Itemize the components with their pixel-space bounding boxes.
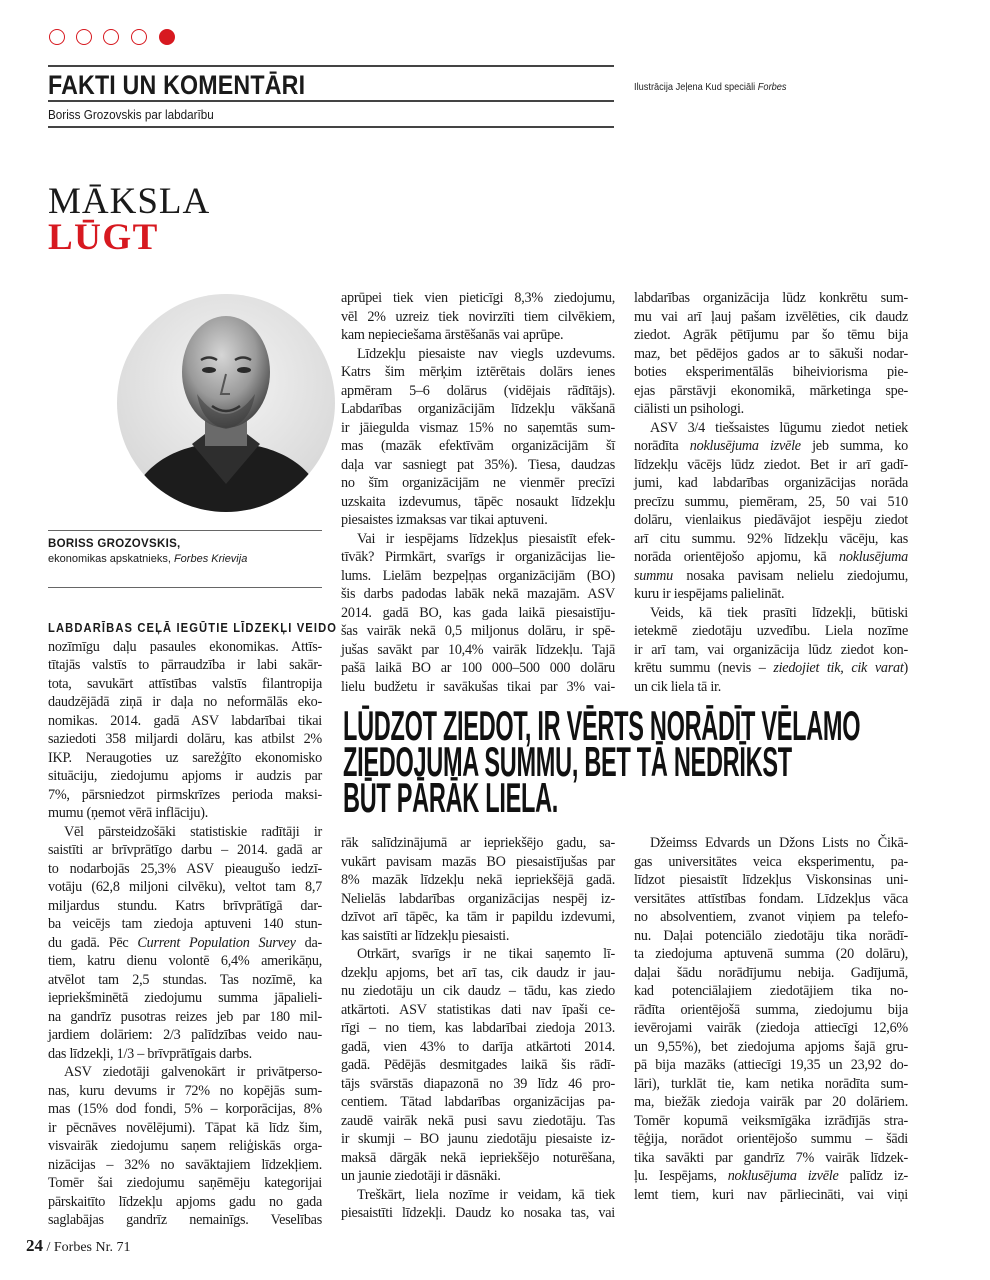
text-line: ma, biežāk ziedoja vairāk par 20 dolāriem. <box>634 1094 908 1110</box>
italic-phrase: noklusējuma <box>839 549 908 565</box>
text-line: norāda orientējošo apjomu, kā noklusējuma <box>634 549 908 565</box>
text-line: dzīvot arī tāpēc, ka tām ir papildu izdevumi, <box>341 909 615 925</box>
text-line: piesaistīti līdzekļi. Daudz ko nosaka tas, vai <box>341 1205 615 1221</box>
text-line: ziedot. Agrāk pētījumu par šo tēmu bija <box>634 327 908 343</box>
text-line: rīgi – no tiem, kas labdarībai ziedoja 2013. <box>341 1020 615 1036</box>
text-line: saziedoti 358 miljardi dolāru, kas atbilst 2% <box>48 731 322 747</box>
text-line: centiem. Tātad labdarības organizācijas pa- <box>341 1094 615 1110</box>
text-line: jušas savākt par 10,4% vairāk līdzekļu. Tajā <box>341 641 615 658</box>
text-line: nomikas. 2014. gadā ASV labdarībai tikai <box>48 712 322 729</box>
page-footer <box>26 1236 131 1256</box>
text-line: kas saistīti ar līdzekļu piesaisti. <box>341 927 510 944</box>
text-line: nozīmīgu daļu pasaules ekonomikas. Attīs- <box>48 638 322 655</box>
text-line: vēl 2% uzreiz tiek novirzīti tiem cilvēkiem, <box>341 308 615 325</box>
text-line: Tomēr šai ziedojumu saņēmēju kategorijai <box>48 1175 322 1191</box>
text-line: iepriekšminētā ziedojumu summa jāpalieli- <box>48 990 322 1006</box>
text-line: no absolventiem, zvanot viņiem pa telefo- <box>634 909 908 925</box>
text-line: vukārt pavisam mazās BO piesaistījušas par <box>341 853 615 870</box>
text-line: tītajās valstīs to pārraudzība ir labi sakār- <box>48 657 322 673</box>
text-line: kam nepieciešama ārstēšanās vai aprūpe. <box>341 327 564 343</box>
text-line: tika savākti par gandrīz 7% vairāk līdzek- <box>634 1149 908 1166</box>
text-line: daļa var sasniegt pat 35%). Tiesa, daudzas <box>341 456 615 473</box>
lead-in: LABDARĪBAS CEĻĀ IEGŪTIE LĪDZEKĻI VEIDO <box>48 620 338 635</box>
text-line: rādīta orientējošā summa, ziedojumu bija <box>634 1001 908 1018</box>
text-line: versitātes attīstības fondam. Līdzekļus vāca <box>634 890 908 907</box>
text-line: situāciju, ziedojumu apjoms ir audzis par <box>48 768 322 784</box>
text-line: piesaistes izmaksas var tikai aptuveni. <box>341 512 548 528</box>
text-line: ASV 3/4 tiešsaistes lūgumu ziedot netiek <box>650 419 908 436</box>
text-line: visvairāk ziedojumu saņem reliģiskās orga- <box>48 1138 322 1154</box>
text-line: nu ziedotāju un cik daudz – tādu, kas ziedo <box>341 983 615 999</box>
text-line: daļai šādu norādījumu nebija. Gadījumā, <box>634 964 908 981</box>
text-line: saglabājas gandrīz nemainīgs. Veselības <box>48 1212 322 1228</box>
italic-phrase: summu <box>634 567 673 584</box>
article-column-left <box>48 619 338 1230</box>
rating-dot-empty <box>131 29 147 45</box>
text-line: atvēlot tam 2,5 stundas. Tas nozīmē, ka <box>48 971 322 988</box>
text-line: Nelielās labdarības organizācijas nespēj iz- <box>341 890 615 907</box>
text-line: lāri), turklāt tie, kam netika norādīta sum- <box>634 1075 908 1092</box>
divider <box>48 100 614 102</box>
text-line: mu vai arī ļauj pašam izvēlēties, cik daudz <box>634 308 908 325</box>
text-line: Labdarības organizācijām līdzekļu vākšanā <box>341 401 615 417</box>
author-role-text: ekonomikas apskatnieks, <box>48 553 174 565</box>
text-line: ir jāiegulda vismaz 15% no saņemtās sum- <box>341 419 615 436</box>
text-line: un jaunie ziedotāji ir dāsnāki. <box>341 1168 501 1184</box>
divider <box>48 530 322 531</box>
text-line: no šīm organizācijām ne vienmēr precīzi <box>341 475 615 491</box>
divider <box>48 587 322 588</box>
pull-quote <box>343 702 861 821</box>
text-line: jardiem dolāriem: 2/3 palīdzības veido nau- <box>48 1027 322 1043</box>
text-line: līdzekļu vācējs lūdz ziedot. Bet ir arī gadī- <box>634 456 908 473</box>
section-title: FAKTI UN KOMENTĀRI <box>48 70 306 100</box>
headline-line-2: LŪGT <box>48 217 159 258</box>
text-line: tiem, katru dienu volontē 6,4% amerikāņu, <box>48 953 322 969</box>
text-line: na gandrīz pusotras reizes jeb par 180 mil- <box>48 1008 322 1025</box>
divider <box>48 126 614 128</box>
text-line: kad potenciālajiem ziedotājiem tika no- <box>634 983 908 999</box>
text-line: ietekmē ziedotāju uzvedību. Liela nozīme <box>634 623 908 639</box>
text-line: tīvāk? Pirmkārt, svarīgs ir organizācijas lie- <box>341 549 615 565</box>
text-line: ļu. Iespējams, noklusējuma izvēle palīdz iz- <box>634 1168 908 1184</box>
article-column-right-bottom <box>634 834 908 1204</box>
text-line: nu. Daļai potenciālo ziedotāju tika norādī- <box>634 927 908 944</box>
divider <box>48 65 614 67</box>
credit-text: Ilustrācija Jeļena Kud speciāli <box>634 81 758 93</box>
text-line: nas, kuru devums ir 72% no kopējās sum- <box>48 1082 322 1099</box>
text-line: saistīti ar brīvprātīgo darbu – 2014. gadā ar <box>48 842 322 858</box>
text-line: zaudē vairāk nekā pusi savu ziedotāju. Tas <box>341 1112 615 1129</box>
author-role <box>48 553 247 565</box>
text-line: līdzot piesaistīt līdzekļus Viskonsinas uni- <box>634 872 908 888</box>
italic-phrase: Current Population Survey <box>137 934 296 951</box>
text-line: gas universitātes veica eksperimentu, pa- <box>634 853 908 870</box>
text-line: ievērojami vairāk (ziedoja attiecīgi 12,6% <box>634 1020 908 1036</box>
text-line: pašā laikā BO ar 100 000–500 000 dolāru <box>341 660 615 676</box>
italic-phrase: ziedojiet tik, cik varat <box>773 660 904 676</box>
text-line: 7%, pārsniedzot pirmskrīzes perioda maksi- <box>48 786 322 803</box>
text-line: Džeimss Edvards un Džons Lists no Čikā- <box>650 835 908 851</box>
pull-quote-line: ZIEDOJUMA SUMMU, BET TĀ NEDRĪKST <box>343 738 792 785</box>
text-line: ejas pārstāvji ekonomikā, mārketinga spe- <box>634 382 908 399</box>
rating-dot-empty <box>103 29 119 45</box>
text-line: summu nosaka pavisam nelielu ziedojumu, <box>634 567 908 584</box>
text-line: atkārtoti. ASV statistikas dati nav īpaši ce- <box>341 1001 615 1018</box>
text-line: ir skumji – BO jaunu ziedotāju piesaiste iz- <box>341 1131 615 1147</box>
text-line: 8% mazāk līdzekļu nekā iepriekšējā gadā. <box>341 872 615 888</box>
text-line: jumi, kad labdarības organizācijas norāda <box>634 475 908 491</box>
text-line: tēģija, norādot orientējošo summu – šādi <box>634 1131 908 1147</box>
text-line: ASV ziedotāji galvenokārt ir privātperso- <box>64 1064 322 1080</box>
text-line: šis darbs padodas labāk nekā mazajām. ASV <box>341 586 615 602</box>
text-line: rāk salīdzinājumā ar iepriekšējo gadu, sa- <box>341 835 615 851</box>
text-line: boties eksperimentālās biheiviorisma pie- <box>634 364 908 380</box>
illustration-credit <box>634 81 787 93</box>
rating-dot-empty <box>49 29 65 45</box>
text-line: lielu budžetu ir savākušas tikai par 3% vai- <box>341 678 615 695</box>
text-line: un 9,55%), bet ziedojuma apjoms šajā gru- <box>634 1038 908 1055</box>
text-line: lums. Lielām bezpeļņas organizācijām (BO) <box>341 567 615 584</box>
text-line: uzskaita izdevumus, tāpēc nosaukt līdzekļu <box>341 493 615 510</box>
text-line: ta ziedojuma aptuvenā summa (20 dolāru), <box>634 946 908 962</box>
italic-phrase: noklusējuma izvēle <box>727 1168 839 1184</box>
text-line: nizācijas – 32% no savāktajiem līdzekļiem. <box>48 1156 322 1173</box>
rating-dot-filled <box>159 29 175 45</box>
credit-brand: Forbes <box>757 81 787 93</box>
text-line: to nodarbojās 25,3% ASV pieaugušo iedzī- <box>48 860 322 877</box>
text-line: Vēl pārsteidzošāki statistiskie radītāji ir <box>64 823 322 840</box>
text-line: Katrs šim mērķim iztērētais dolārs ienes <box>341 364 615 380</box>
text-line: votāju (62,8 miljoni cilvēku), veltot tam 8,7 <box>48 879 322 895</box>
page-number: 24 <box>26 1236 43 1255</box>
text-line: Otrkārt, svarīgs ir ne tikai saņemto lī- <box>357 946 615 962</box>
italic-phrase: noklusējuma izvēle <box>689 438 801 454</box>
rating-dot-empty <box>76 29 92 45</box>
text-line: Veids, kā tiek prasīti līdzekļi, būtiski <box>650 604 908 621</box>
pull-quote-line: BŪT PĀRĀK LIELA. <box>343 774 559 821</box>
text-line: mas (15% dod fondi, 5% – korporācijas, 8% <box>48 1101 322 1117</box>
text-line: du gadā. Pēc Current Population Survey da- <box>48 934 322 951</box>
section-subtitle: Boriss Grozovskis par labdarību <box>48 107 214 122</box>
text-line: arī citu summu. 92% līdzekļu vācēju, kas <box>634 530 908 547</box>
text-line: mas (mazāk efektīvām organizācijām šī <box>341 438 615 454</box>
text-line: gadā, vien 43% to darīja atkārtoti 2014. <box>341 1038 615 1055</box>
text-line: tota, savukārt attīstības valstīs filantropija <box>48 675 322 692</box>
text-line: dolāru, vienlaikus piedāvājot iespēju ziedot <box>634 512 908 528</box>
text-line: gadā. Pēdējās desmitgades laikā šis rādī- <box>341 1057 615 1073</box>
text-line: IKP. Neraugoties uz sarežģīto ekonomisko <box>48 749 322 766</box>
text-line: pā bija mazāks (attiecīgi 19,35 un 23,92 do- <box>634 1057 908 1073</box>
pull-quote-line: LŪDZOT ZIEDOT, IR VĒRTS NORĀDĪT VĒLAMO <box>343 702 861 749</box>
text-line: ir pēcnāves novēlējumi). Tāpat kā līdz šim, <box>48 1119 322 1136</box>
text-line: šas vairāk nekā 0,5 miljonus dolāru, ir spē- <box>341 623 615 639</box>
text-line: aprūpei tiek vien pieticīgi 8,3% ziedojumu, <box>341 290 615 306</box>
text-line: daudzējādā ziņā ir daļa no neformālās eko- <box>48 694 322 710</box>
text-line: lemt tiem, kuri nav pārliecināti, vai viņi <box>634 1186 908 1203</box>
text-line: mumu (ņemot vērā inflāciju). <box>48 805 209 821</box>
article-column-middle-top <box>341 289 615 696</box>
text-line: pārskaitīto līdzekļu apjoms gadu no gada <box>48 1193 322 1210</box>
text-line: 2014. gadā BO, kas gada laikā piesaistīju- <box>341 604 615 621</box>
text-line: un cik liela tā ir. <box>634 678 722 695</box>
publication-issue: / Forbes Nr. 71 <box>43 1240 131 1255</box>
author-name: BORISS GROZOVSKIS, <box>48 538 181 550</box>
text-line: Līdzekļu piesaiste nav viegls uzdevums. <box>357 345 615 362</box>
text-line: ba veicējs tam ziedoja aptuveni 140 stun- <box>48 916 322 932</box>
text-line: dzekļu apjoms, bet arī tas, cik daudz ir jau- <box>341 964 615 981</box>
article-column-right-top <box>634 289 908 696</box>
headline-line-1: MĀKSLA <box>48 181 211 222</box>
text-line: apmēram 5–6 dolārus (vidējais rādītājs). <box>341 382 615 399</box>
text-line: tājs svārstās diapazonā no 39 līdz 46 pro- <box>341 1075 615 1092</box>
text-line: das līdzekļi, 1/3 – brīvprātīgais darbs. <box>48 1045 252 1062</box>
text-line: Treškārt, liela nozīme ir veidam, kā tiek <box>357 1186 615 1203</box>
text-line: Tomēr kopumā veiksmīgāka izrādījās stra- <box>634 1112 908 1129</box>
author-portrait <box>117 294 335 512</box>
author-outlet: Forbes Krievija <box>173 553 248 565</box>
text-line: miljardus stundu. Katrs brīvprātīgā dar- <box>48 897 322 914</box>
text-line: ir arī tam, vai organizācija lūdz ziedot kon- <box>634 641 908 658</box>
text-line: Vai ir iespējams līdzekļus piesaistīt efek- <box>357 530 615 547</box>
text-line: labdarības organizācija lūdz konkrētu sum- <box>634 290 908 306</box>
text-line: krētu summu (nevis – ziedojiet tik, cik varat) <box>634 660 908 676</box>
text-line: norādīta noklusējuma izvēle jeb summa, ko <box>634 438 908 454</box>
text-line: maksā dārgāk nekā iepriekšējo noturēšana, <box>341 1149 615 1166</box>
article-column-middle-bottom <box>341 834 615 1223</box>
text-line: maz, bet pēdējos gados ar to sākuši nodar- <box>634 345 908 362</box>
text-line: ciālisti un psihologi. <box>634 401 744 417</box>
text-line: kuru ir iespējams palielināt. <box>634 586 785 602</box>
text-line: precīzu summu, piemēram, 25, 50 vai 510 <box>634 493 908 510</box>
